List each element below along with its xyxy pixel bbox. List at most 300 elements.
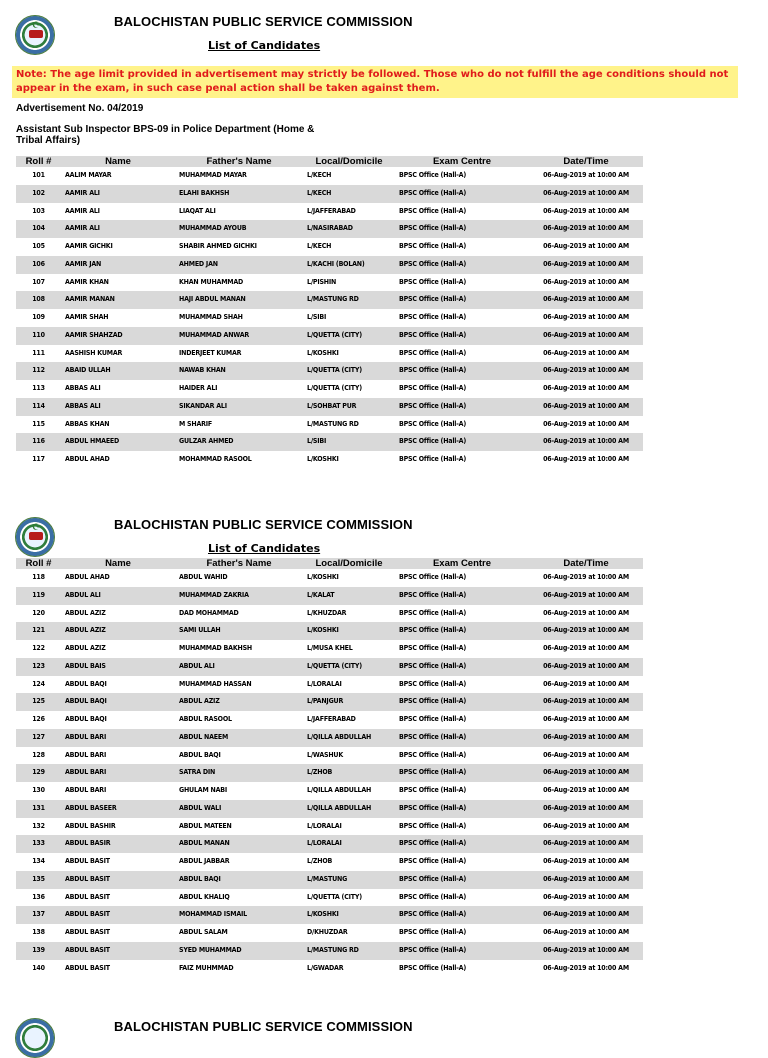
name-cell: AAMIR JAN [61,256,175,274]
exam-centre-cell: BPSC Office (Hall-A) [395,433,529,451]
domicile-cell: L/LORALAI [307,679,342,688]
domicile-cell: L/ZHOB [303,764,395,782]
date-time-cell: 06-Aug-2019 at 10:00 AM [529,906,643,924]
age-limit-note: Note: The age limit provided in advertisement may strictly be followed. Those who do not fulfill the age conditions should not appear in the exam, in such case penal action shall be taken against them. [12,66,738,98]
roll-cell: 106 [16,256,61,274]
table-row [16,622,643,640]
date-time-cell: 06-Aug-2019 at 10:00 AM [529,327,643,345]
date-time-cell: 06-Aug-2019 at 10:00 AM [543,242,629,250]
exam-centre-cell: BPSC Office (Hall-A) [395,362,529,380]
table-row [16,693,643,711]
domicile-cell: L/QUETTA (CITY) [307,384,362,392]
exam-centre-cell: BPSC Office (Hall-A) [395,398,529,416]
father-name-cell: ABDUL WAHID [179,573,228,581]
table-row [16,729,643,747]
table-row [16,362,643,380]
table-row [16,782,643,800]
roll-cell: 125 [16,693,61,711]
name-cell: ABDUL BAQI [65,715,107,723]
roll-cell: 132 [32,821,45,830]
roll-cell: 110 [16,327,61,345]
table-header-row [16,558,643,569]
domicile-cell: L/SIBI [303,433,395,451]
father-name-cell: HAIDER ALI [179,384,218,392]
exam-centre-cell: BPSC Office (Hall-A) [399,455,467,463]
name-cell: ABAID ULLAH [61,362,175,380]
domicile-cell: L/QILLA ABDULLAH [303,800,395,818]
name-cell: ABBAS ALI [61,398,175,416]
domicile-cell: L/PANJGUR [303,693,395,711]
table-row [16,587,643,605]
name-cell: ABDUL BASHIR [65,821,116,830]
father-name-cell: KHAN MUHAMMAD [179,277,244,286]
name-cell: ABDUL ALI [61,587,175,605]
table-row [16,800,643,818]
roll-cell: 115 [32,419,45,428]
roll-cell: 124 [32,679,45,688]
domicile-cell: L/MASTUNG RD [303,942,395,960]
roll-cell: 121 [16,622,61,640]
domicile-cell: L/MASTUNG [303,871,395,889]
exam-centre-cell: BPSC Office (Hall-A) [395,220,529,238]
name-cell: AAMIR KHAN [65,277,109,286]
name-cell: ABDUL BASIR [61,835,175,853]
father-name-cell: ABDUL WALI [175,800,303,818]
exam-centre-cell: BPSC Office (Hall-A) [395,800,529,818]
date-time-cell: 06-Aug-2019 at 10:00 AM [529,871,643,889]
roll-cell: 118 [32,573,45,581]
list-title: List of Candidates [208,39,321,52]
roll-cell: 111 [32,348,45,357]
name-cell: AAMIR SHAH [65,313,109,321]
name-cell: ABDUL BASIT [65,892,110,901]
roll-cell: 129 [16,764,61,782]
date-time-cell: 06-Aug-2019 at 10:00 AM [543,892,629,901]
roll-cell: 126 [32,715,45,723]
domicile-cell: L/NASIRABAD [303,220,395,238]
col-date-time: Date/Time [529,558,643,569]
date-time-cell: 06-Aug-2019 at 10:00 AM [543,786,629,794]
bpsc-logo [15,15,55,55]
exam-centre-cell: BPSC Office (Hall-A) [399,419,467,428]
exam-centre-cell: BPSC Office (Hall-A) [399,928,467,936]
name-cell: ABDUL BARI [65,750,107,759]
table-row [16,764,643,782]
domicile-cell: L/QUETTA (CITY) [307,892,362,901]
exam-centre-cell: BPSC Office (Hall-A) [399,786,467,794]
table-row [16,433,643,451]
date-time-cell: 06-Aug-2019 at 10:00 AM [543,313,629,321]
name-cell: ABBAS KHAN [65,419,110,428]
table-row [16,167,643,185]
col-roll: Roll # [16,558,61,569]
father-name-cell: SIKANDAR ALI [175,398,303,416]
advertisement-number: Advertisement No. 04/2019 [16,103,144,114]
name-cell: AAMIR ALI [65,206,100,215]
date-time-cell: 06-Aug-2019 at 10:00 AM [529,729,643,747]
name-cell: ABBAS ALI [65,384,101,392]
roll-cell: 108 [16,291,61,309]
roll-cell: 112 [16,362,61,380]
table-row [16,345,643,363]
date-time-cell: 06-Aug-2019 at 10:00 AM [529,942,643,960]
date-time-cell: 06-Aug-2019 at 10:00 AM [529,587,643,605]
exam-centre-cell: BPSC Office (Hall-A) [395,291,529,309]
table-row [16,835,643,853]
father-name-cell: ABDUL ALI [175,658,303,676]
exam-centre-cell: BPSC Office (Hall-A) [399,821,467,830]
date-time-cell: 06-Aug-2019 at 10:00 AM [529,622,643,640]
date-time-cell: 06-Aug-2019 at 10:00 AM [529,800,643,818]
col-domicile: Local/Domicile [303,558,395,569]
book-emblem-icon [29,532,43,540]
father-name-cell: MUHAMMAD SHAH [179,313,243,321]
domicile-cell: L/JAFFERABAD [307,206,356,215]
father-name-cell: ABDUL RASOOL [179,715,232,723]
father-name-cell: ABDUL JABBAR [179,857,230,865]
domicile-cell: L/LORALAI [307,821,342,830]
date-time-cell: 06-Aug-2019 at 10:00 AM [543,455,629,463]
table-row [16,889,643,907]
date-time-cell: 06-Aug-2019 at 10:00 AM [529,658,643,676]
domicile-cell: L/QUETTA (CITY) [303,362,395,380]
roll-cell: 102 [16,185,61,203]
exam-centre-cell: BPSC Office (Hall-A) [399,750,467,759]
date-time-cell: 06-Aug-2019 at 10:00 AM [543,419,629,428]
table-row [16,309,643,327]
exam-centre-cell: BPSC Office (Hall-A) [399,857,467,865]
exam-centre-cell: BPSC Office (Hall-A) [395,906,529,924]
name-cell: AAMIR ALI [61,220,175,238]
exam-centre-cell: BPSC Office (Hall-A) [399,313,467,321]
father-name-cell: GHULAM NABI [179,786,227,794]
domicile-cell: L/SIBI [307,313,327,321]
date-time-cell: 06-Aug-2019 at 10:00 AM [529,256,643,274]
roll-cell: 128 [32,750,45,759]
col-name: Name [61,558,175,569]
col-father-name: Father's Name [175,558,303,569]
candidates-table [16,156,643,469]
name-cell: ABDUL AZIZ [65,644,106,652]
father-name-cell: ABDUL NAEEM [175,729,303,747]
date-time-cell: 06-Aug-2019 at 10:00 AM [529,835,643,853]
date-time-cell: 06-Aug-2019 at 10:00 AM [543,206,629,215]
domicile-cell: L/KOSHKI [307,573,339,581]
exam-centre-cell: BPSC Office (Hall-A) [395,327,529,345]
table-row [16,853,643,871]
roll-cell: 119 [16,587,61,605]
table-row [16,906,643,924]
exam-centre-cell: BPSC Office (Hall-A) [395,185,529,203]
name-cell: AAMIR ALI [61,185,175,203]
table-row [16,256,643,274]
name-cell: ABDUL BASIT [65,963,110,972]
col-date-time: Date/Time [529,156,643,167]
domicile-cell: L/QUETTA (CITY) [303,327,395,345]
domicile-cell: L/JAFFERABAD [307,715,356,723]
table-row [16,327,643,345]
exam-centre-cell: BPSC Office (Hall-A) [399,644,467,652]
table-row [16,220,643,238]
father-name-cell: FAIZ MUHMMAD [179,963,234,972]
table-row [16,942,643,960]
table-row [16,640,643,658]
roll-cell: 138 [32,928,45,936]
roll-cell: 107 [32,277,45,286]
roll-cell: 105 [32,242,45,250]
domicile-cell: L/MUSA KHEL [307,644,353,652]
father-name-cell: SATRA DIN [175,764,303,782]
domicile-cell: L/SOHBAT PUR [303,398,395,416]
table-row [16,605,643,623]
roll-cell: 113 [32,384,45,392]
date-time-cell: 06-Aug-2019 at 10:00 AM [543,573,629,581]
domicile-cell: L/MASTUNG RD [307,419,359,428]
date-time-cell: 06-Aug-2019 at 10:00 AM [543,171,629,179]
col-name: Name [61,156,175,167]
date-time-cell: 06-Aug-2019 at 10:00 AM [529,291,643,309]
domicile-cell: L/KOSHKI [303,622,395,640]
date-time-cell: 06-Aug-2019 at 10:00 AM [529,764,643,782]
roll-cell: 120 [32,608,45,617]
father-name-cell: ABDUL BAQI [179,750,221,759]
exam-centre-cell: BPSC Office (Hall-A) [395,764,529,782]
name-cell: AAMIR SHAHZAD [61,327,175,345]
name-cell: ABDUL HMAEED [61,433,175,451]
father-name-cell: HAJI ABDUL MANAN [175,291,303,309]
bpsc-logo [15,517,55,557]
table-row [16,658,643,676]
name-cell: ABDUL BARI [61,764,175,782]
father-name-cell: ABDUL BAQI [175,871,303,889]
father-name-cell: SAMI ULLAH [175,622,303,640]
exam-centre-cell: BPSC Office (Hall-A) [395,835,529,853]
col-domicile: Local/Domicile [303,156,395,167]
exam-centre-cell: BPSC Office (Hall-A) [395,871,529,889]
roll-cell: 135 [16,871,61,889]
name-cell: AASHISH KUMAR [65,348,123,357]
name-cell: AALIM MAYAR [65,171,112,179]
roll-cell: 101 [32,171,45,179]
table-row [16,676,643,694]
post-title: Assistant Sub Inspector BPS-09 in Police Department (Home & Tribal Affairs) [16,124,315,146]
father-name-cell: MUHAMMAD ANWAR [175,327,303,345]
crescent-star-icon: ☪ [32,522,41,532]
roll-cell: 140 [32,963,45,972]
father-name-cell: DAD MOHAMMAD [179,608,239,617]
name-cell: AAMIR MANAN [61,291,175,309]
domicile-cell: L/KECH [307,242,332,250]
col-roll: Roll # [16,156,61,167]
exam-centre-cell: BPSC Office (Hall-A) [399,171,467,179]
domicile-cell: L/QILLA ABDULLAH [303,729,395,747]
date-time-cell: 06-Aug-2019 at 10:00 AM [529,398,643,416]
table-row [16,291,643,309]
father-name-cell: AHMED JAN [175,256,303,274]
father-name-cell: ELAHI BAKHSH [175,185,303,203]
date-time-cell: 06-Aug-2019 at 10:00 AM [543,821,629,830]
name-cell: ABDUL AZIZ [65,608,106,617]
table-row [16,451,643,469]
father-name-cell: LIAQAT ALI [179,206,216,215]
father-name-cell: ABDUL MANAN [175,835,303,853]
bpsc-logo [15,1018,55,1058]
father-name-cell: SHABIR AHMED GICHKI [179,242,257,250]
date-time-cell: 06-Aug-2019 at 10:00 AM [543,277,629,286]
table-row [16,711,643,729]
exam-centre-cell: BPSC Office (Hall-A) [395,729,529,747]
roll-cell: 104 [16,220,61,238]
roll-cell: 136 [32,892,45,901]
domicile-cell: L/PISHIN [307,277,337,286]
table-body [16,569,643,977]
father-name-cell: NAWAB KHAN [175,362,303,380]
father-name-cell: ABDUL MATEEN [179,821,232,830]
domicile-cell: L/KACHI (BOLAN) [303,256,395,274]
name-cell: AAMIR GICHKI [65,242,113,250]
father-name-cell: ABDUL AZIZ [175,693,303,711]
exam-centre-cell: BPSC Office (Hall-A) [399,277,467,286]
domicile-cell: L/KHUZDAR [307,608,347,617]
table-row [16,398,643,416]
father-name-cell: SYED MUHAMMAD [175,942,303,960]
name-cell: ABDUL BASIT [65,928,110,936]
table-row [16,924,643,942]
domicile-cell: L/QUETTA (CITY) [303,658,395,676]
date-time-cell: 06-Aug-2019 at 10:00 AM [529,433,643,451]
father-name-cell: MUHAMMAD HASSAN [179,679,252,688]
father-name-cell: INDERJEET KUMAR [179,348,242,357]
table-row [16,747,643,765]
name-cell: ABDUL BAQI [65,679,107,688]
roll-cell: 123 [16,658,61,676]
name-cell: ABDUL BAQI [61,693,175,711]
roll-cell: 122 [32,644,45,652]
domicile-cell: L/LORALAI [303,835,395,853]
roll-cell: 139 [16,942,61,960]
domicile-cell: L/WASHUK [307,750,344,759]
table-row [16,380,643,398]
domicile-cell: L/KOSHKI [303,906,395,924]
exam-centre-cell: BPSC Office (Hall-A) [399,242,467,250]
table-row [16,274,643,292]
date-time-cell: 06-Aug-2019 at 10:00 AM [529,220,643,238]
domicile-cell: L/KALAT [303,587,395,605]
roll-cell: 133 [16,835,61,853]
table-row [16,185,643,203]
father-name-cell: ABDUL KHALIQ [179,892,230,901]
domicile-cell: D/KHUZDAR [307,928,348,936]
name-cell: ABDUL AHAD [65,455,110,463]
date-time-cell: 06-Aug-2019 at 10:00 AM [543,679,629,688]
roll-cell: 134 [32,857,45,865]
date-time-cell: 06-Aug-2019 at 10:00 AM [529,185,643,203]
father-name-cell: MUHAMMAD ZAKRIA [175,587,303,605]
roll-cell: 109 [32,313,45,321]
name-cell: ABDUL BARI [65,786,107,794]
table-header-row [16,156,643,167]
date-time-cell: 06-Aug-2019 at 10:00 AM [543,928,629,936]
list-title: List of Candidates [208,542,321,555]
father-name-cell: MOHAMMAD ISMAIL [175,906,303,924]
crescent-star-icon: ☪ [32,20,41,30]
father-name-cell: MUHAMMAD BAKHSH [179,644,252,652]
name-cell: ABDUL BASIT [61,871,175,889]
domicile-cell: L/QILLA ABDULLAH [307,786,372,794]
table-row [16,416,643,434]
father-name-cell: MUHAMMAD MAYAR [179,171,247,179]
org-title: BALOCHISTAN PUBLIC SERVICE COMMISSION [114,517,413,532]
date-time-cell: 06-Aug-2019 at 10:00 AM [543,857,629,865]
roll-cell: 103 [32,206,45,215]
exam-centre-cell: BPSC Office (Hall-A) [399,348,467,357]
father-name-cell: MUHAMMAD AYOUB [175,220,303,238]
exam-centre-cell: BPSC Office (Hall-A) [395,693,529,711]
exam-centre-cell: BPSC Office (Hall-A) [399,892,467,901]
col-exam-centre: Exam Centre [395,156,529,167]
org-title: BALOCHISTAN PUBLIC SERVICE COMMISSION [114,1019,413,1034]
col-father-name: Father's Name [175,156,303,167]
name-cell: ABDUL AHAD [65,573,110,581]
table-row [16,203,643,221]
domicile-cell: L/ZHOB [307,857,333,865]
name-cell: ABDUL BASIT [65,857,110,865]
roll-cell: 137 [16,906,61,924]
name-cell: ABDUL BASIT [61,906,175,924]
name-cell: ABDUL AZIZ [61,622,175,640]
date-time-cell: 06-Aug-2019 at 10:00 AM [543,384,629,392]
table-row [16,818,643,836]
exam-centre-cell: BPSC Office (Hall-A) [395,622,529,640]
name-cell: ABDUL BASIT [61,942,175,960]
table-row [16,871,643,889]
col-exam-centre: Exam Centre [395,558,529,569]
exam-centre-cell: BPSC Office (Hall-A) [399,206,467,215]
domicile-cell: L/GWADAR [307,963,344,972]
exam-centre-cell: BPSC Office (Hall-A) [395,256,529,274]
exam-centre-cell: BPSC Office (Hall-A) [399,384,467,392]
exam-centre-cell: BPSC Office (Hall-A) [395,942,529,960]
date-time-cell: 06-Aug-2019 at 10:00 AM [543,644,629,652]
name-cell: ABDUL BAIS [61,658,175,676]
date-time-cell: 06-Aug-2019 at 10:00 AM [543,963,629,972]
roll-cell: 116 [16,433,61,451]
domicile-cell: L/KOSHKI [307,455,339,463]
domicile-cell: L/KECH [303,185,395,203]
exam-centre-cell: BPSC Office (Hall-A) [399,963,467,972]
date-time-cell: 06-Aug-2019 at 10:00 AM [529,362,643,380]
table-row [16,569,643,587]
father-name-cell: GULZAR AHMED [175,433,303,451]
father-name-cell: ABDUL SALAM [179,928,228,936]
table-body [16,167,643,469]
exam-centre-cell: BPSC Office (Hall-A) [399,573,467,581]
exam-centre-cell: BPSC Office (Hall-A) [399,715,467,723]
roll-cell: 127 [16,729,61,747]
exam-centre-cell: BPSC Office (Hall-A) [395,658,529,676]
date-time-cell: 06-Aug-2019 at 10:00 AM [543,608,629,617]
father-name-cell: M SHARIF [179,419,213,428]
date-time-cell: 06-Aug-2019 at 10:00 AM [529,693,643,711]
exam-centre-cell: BPSC Office (Hall-A) [399,608,467,617]
date-time-cell: 06-Aug-2019 at 10:00 AM [543,348,629,357]
date-time-cell: 06-Aug-2019 at 10:00 AM [543,715,629,723]
roll-cell: 114 [16,398,61,416]
domicile-cell: L/KOSHKI [307,348,339,357]
book-emblem-icon [29,30,43,38]
name-cell: ABDUL BARI [61,729,175,747]
table-row [16,238,643,256]
